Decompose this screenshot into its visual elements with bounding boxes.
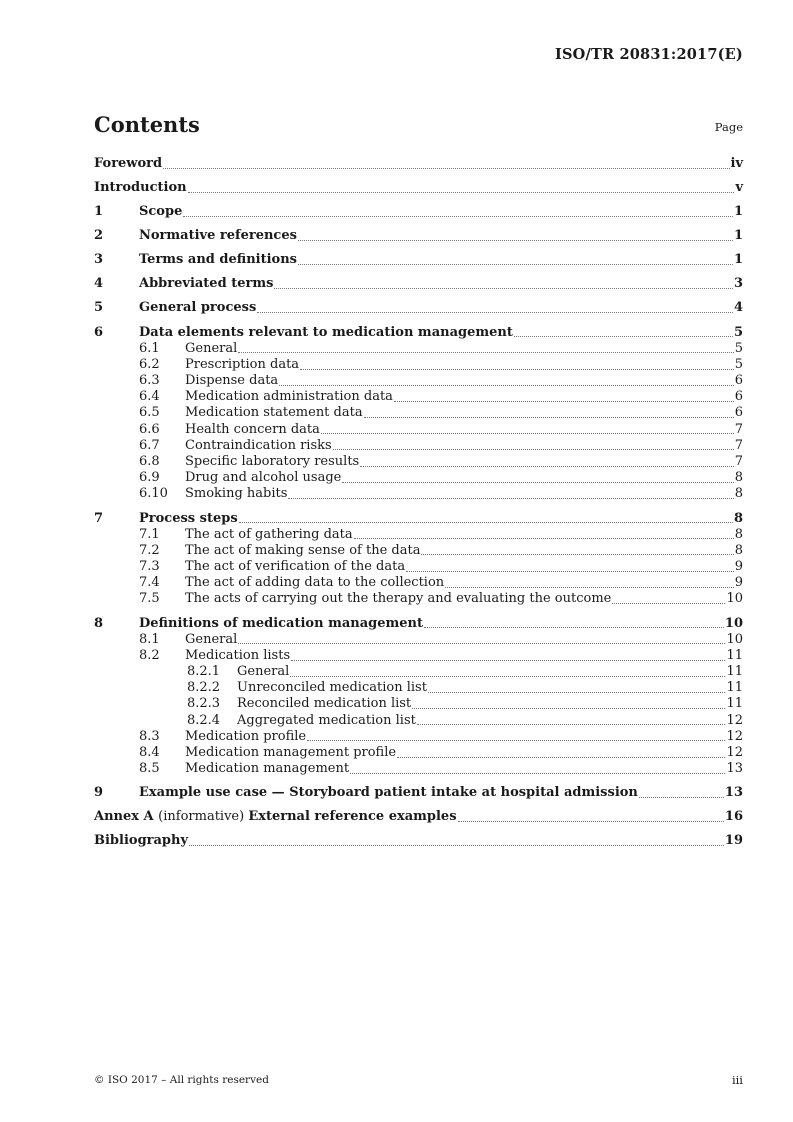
- dot-leader: [417, 713, 726, 726]
- dot-leader: [274, 276, 733, 289]
- toc-entry-page: 1: [733, 252, 743, 268]
- toc-entry-page: 6: [734, 373, 743, 389]
- toc-entry-number: 6.9: [139, 470, 160, 486]
- toc-entry-number: 6: [94, 324, 104, 340]
- toc-entry[interactable]: [94, 833, 743, 849]
- copyright-footer: © ISO 2017 – All rights reserved: [94, 1074, 269, 1086]
- dot-leader: [397, 745, 725, 758]
- toc-entry[interactable]: [94, 559, 743, 575]
- toc-entry-title: Introduction: [94, 180, 187, 196]
- dot-leader: [421, 543, 733, 556]
- toc-entry-page: iv: [730, 156, 743, 171]
- toc-entry[interactable]: [94, 648, 743, 664]
- toc-entry-page: 11: [726, 696, 743, 712]
- toc-entry[interactable]: [94, 729, 743, 745]
- dot-leader: [406, 559, 734, 572]
- toc-entry[interactable]: [94, 438, 743, 454]
- toc-entry-title: Unreconciled medication list: [237, 680, 427, 696]
- dot-leader: [412, 696, 725, 709]
- toc-entry[interactable]: [94, 389, 743, 405]
- toc-entry-title: Example use case — Storyboard patient intake at hospital admission: [139, 785, 638, 801]
- toc-entry-number: 6.10: [139, 486, 168, 502]
- toc-entry-number: 5: [94, 300, 104, 316]
- toc-entry-page: 11: [726, 647, 743, 663]
- toc-entry-title: General: [185, 631, 238, 647]
- toc-entry-title: Specific laboratory results: [185, 454, 360, 470]
- toc-entry-page: 7: [734, 454, 743, 470]
- toc-entry[interactable]: [94, 575, 743, 591]
- table-of-contents: [94, 156, 743, 850]
- toc-entry[interactable]: [94, 616, 743, 632]
- toc-entry-number: 7.5: [139, 591, 160, 607]
- dot-leader: [354, 527, 734, 540]
- toc-entry-number: 7.1: [139, 526, 160, 542]
- toc-entry[interactable]: [94, 276, 743, 292]
- toc-entry-title: Dispense data: [185, 373, 279, 389]
- toc-entry-page: 12: [726, 712, 743, 728]
- toc-entry-number: 7.3: [139, 559, 160, 575]
- dot-leader: [189, 833, 724, 846]
- toc-entry-number: 7: [94, 510, 104, 526]
- toc-entry-number: 6.4: [139, 389, 160, 405]
- toc-entry-number: 2: [94, 228, 104, 244]
- toc-entry-page: 13: [726, 761, 743, 777]
- annex-annotation: (informative): [158, 809, 249, 825]
- toc-entry[interactable]: [94, 180, 743, 196]
- annex-label: Annex A: [94, 809, 159, 825]
- toc-entry[interactable]: [94, 785, 743, 801]
- document-id: ISO/TR 20831:2017(E): [555, 46, 743, 63]
- toc-entry-number: 6.8: [139, 454, 160, 470]
- dot-leader: [458, 809, 724, 822]
- dot-leader: [364, 405, 734, 418]
- toc-entry-title: The acts of carrying out the therapy and evaluating the outcome: [185, 591, 612, 607]
- toc-entry-title: Drug and alcohol usage: [185, 470, 342, 486]
- toc-entry-title: Medication statement data: [185, 405, 363, 421]
- contents-heading: Contents: [94, 112, 200, 137]
- toc-entry-number: 6.6: [139, 421, 160, 437]
- toc-entry-number: 1: [94, 204, 104, 220]
- toc-entry-number: 4: [94, 276, 104, 292]
- toc-entry-number: 6.7: [139, 437, 160, 453]
- toc-entry[interactable]: [94, 454, 743, 470]
- dot-leader: [239, 511, 733, 524]
- toc-entry-number: 6.5: [139, 405, 160, 421]
- toc-entry[interactable]: [94, 527, 743, 543]
- toc-entry-title: The act of making sense of the data: [185, 542, 421, 558]
- toc-entry-number: 8.2.4: [187, 712, 221, 728]
- annex-title: External reference examples: [248, 809, 457, 825]
- toc-entry-title: Medication administration data: [185, 389, 393, 405]
- toc-entry[interactable]: [94, 204, 743, 220]
- toc-entry[interactable]: [94, 543, 743, 559]
- toc-entry-title: Bibliography: [94, 833, 189, 849]
- toc-entry-title: General process: [139, 300, 257, 316]
- toc-entry-number: 8.4: [139, 745, 160, 761]
- contents-heading-row: [94, 112, 743, 140]
- toc-entry-page: 4: [733, 300, 743, 316]
- dot-leader: [298, 228, 733, 241]
- toc-entry-page: 5: [734, 340, 743, 356]
- dot-leader: [428, 680, 726, 693]
- page-column-label: Page: [714, 120, 743, 134]
- toc-entry-page: 12: [726, 728, 743, 744]
- toc-entry-title: The act of adding data to the collection: [185, 575, 445, 591]
- toc-entry-number: 8.2.2: [187, 680, 221, 696]
- toc-entry-title: Definitions of medication management: [139, 615, 423, 631]
- dot-leader: [300, 357, 734, 370]
- toc-entry-page: 8: [734, 486, 743, 502]
- toc-entry[interactable]: [94, 591, 743, 607]
- toc-entry-page: v: [735, 180, 743, 196]
- dot-leader: [279, 373, 734, 386]
- toc-entry[interactable]: [94, 405, 743, 421]
- toc-entry-page: 9: [734, 559, 743, 575]
- toc-entry[interactable]: [94, 470, 743, 486]
- toc-entry-title: Data elements relevant to medication management: [139, 324, 513, 340]
- toc-entry[interactable]: [94, 486, 743, 502]
- dot-leader: [514, 325, 733, 338]
- toc-entry-page: 1: [733, 204, 743, 220]
- toc-entry-title: Medication profile: [185, 728, 307, 744]
- toc-entry-title: Health concern data: [185, 421, 320, 437]
- dot-leader: [360, 454, 734, 467]
- toc-entry-page: 11: [726, 680, 743, 696]
- dot-leader: [288, 486, 733, 499]
- toc-entry-number: 8.3: [139, 728, 160, 744]
- toc-entry-page: 11: [726, 664, 743, 680]
- toc-entry-number: 8: [94, 615, 104, 631]
- dot-leader: [612, 591, 725, 604]
- dot-leader: [321, 422, 734, 435]
- toc-entry-title: The act of verification of the data: [185, 559, 406, 575]
- dot-leader: [333, 438, 734, 451]
- toc-entry-title: Terms and definitions: [139, 252, 297, 268]
- toc-entry-page: 16: [724, 809, 743, 825]
- toc-entry-title: Medication management profile: [185, 745, 397, 761]
- toc-entry-number: 3: [94, 252, 104, 268]
- toc-entry[interactable]: [94, 680, 743, 696]
- toc-entry-number: 7.2: [139, 542, 160, 558]
- toc-entry-page: 9: [734, 575, 743, 591]
- dot-leader: [298, 252, 733, 265]
- toc-entry-title: Medication lists: [185, 647, 291, 663]
- toc-entry-number: 9: [94, 785, 104, 801]
- toc-entry-title: Scope: [139, 204, 183, 220]
- toc-entry-page: 13: [724, 785, 743, 801]
- toc-entry[interactable]: [94, 228, 743, 244]
- toc-entry[interactable]: [94, 341, 743, 357]
- toc-entry-page: 7: [734, 437, 743, 453]
- toc-entry[interactable]: [94, 325, 743, 341]
- toc-entry[interactable]: [94, 373, 743, 389]
- dot-leader: [290, 664, 725, 677]
- toc-entry-page: 5: [734, 356, 743, 372]
- toc-entry-page: 8: [734, 470, 743, 486]
- toc-entry[interactable]: [94, 156, 743, 172]
- toc-entry-number: 6.1: [139, 340, 160, 356]
- toc-entry[interactable]: [94, 713, 743, 729]
- toc-entry[interactable]: [94, 809, 743, 825]
- dot-leader: [291, 648, 725, 661]
- toc-entry-page: 10: [724, 615, 743, 631]
- toc-entry-number: 6.3: [139, 373, 160, 389]
- toc-entry-page: 8: [733, 510, 743, 526]
- dot-leader: [424, 616, 724, 629]
- toc-entry[interactable]: [94, 511, 743, 527]
- toc-entry[interactable]: [94, 422, 743, 438]
- toc-entry[interactable]: [94, 357, 743, 373]
- toc-entry-page: 3: [733, 276, 743, 292]
- dot-leader: [445, 575, 734, 588]
- toc-entry-title: Medication management: [185, 761, 350, 777]
- toc-entry[interactable]: [94, 761, 743, 777]
- toc-entry-number: 8.2: [139, 647, 160, 663]
- dot-leader: [238, 632, 725, 645]
- toc-entry-number: 7.4: [139, 575, 160, 591]
- toc-entry-title: Process steps: [139, 510, 238, 526]
- toc-entry-number: 8.5: [139, 761, 160, 777]
- toc-entry-page: 19: [724, 833, 743, 849]
- toc-entry-page: 7: [734, 421, 743, 437]
- toc-entry-page: 10: [726, 631, 743, 647]
- toc-entry[interactable]: [94, 632, 743, 648]
- toc-entry-page: 8: [734, 526, 743, 542]
- dot-leader: [257, 300, 733, 313]
- toc-entry[interactable]: [94, 300, 743, 316]
- toc-entry-page: 6: [734, 405, 743, 421]
- toc-entry-page: 12: [726, 745, 743, 761]
- toc-entry-number: 6.2: [139, 356, 160, 372]
- toc-entry-title: Smoking habits: [185, 486, 288, 502]
- toc-entry-page: 5: [733, 324, 743, 340]
- dot-leader: [183, 204, 733, 217]
- toc-entry-title: Foreword: [94, 156, 163, 171]
- toc-entry[interactable]: [94, 664, 743, 680]
- page-number: iii: [731, 1073, 743, 1087]
- toc-entry-title: [94, 809, 457, 825]
- toc-entry-title: Contraindication risks: [185, 437, 332, 453]
- dot-leader: [307, 729, 725, 742]
- dot-leader: [238, 341, 733, 354]
- dot-leader: [639, 785, 724, 798]
- toc-entry-title: General: [185, 340, 238, 356]
- toc-entry[interactable]: [94, 745, 743, 761]
- toc-entry-number: 8.2.3: [187, 696, 221, 712]
- toc-entry-page: 1: [733, 228, 743, 244]
- toc-entry-title: General: [237, 664, 290, 680]
- toc-entry-title: Normative references: [139, 228, 297, 244]
- toc-entry-title: The act of gathering data: [185, 526, 353, 542]
- dot-leader: [350, 761, 725, 774]
- toc-entry-title: Aggregated medication list: [237, 712, 416, 728]
- dot-leader: [188, 180, 735, 193]
- dot-leader: [394, 389, 734, 402]
- toc-entry-page: 10: [726, 591, 743, 607]
- toc-entry-title: Abbreviated terms: [139, 276, 274, 292]
- toc-entry-number: 8.2.1: [187, 664, 221, 680]
- toc-entry-page: 6: [734, 389, 743, 405]
- toc-entry-title: Reconciled medication list: [237, 696, 412, 712]
- toc-entry-title: Prescription data: [185, 356, 300, 372]
- dot-leader: [342, 470, 733, 483]
- toc-entry-number: 8.1: [139, 631, 160, 647]
- dot-leader: [163, 156, 729, 169]
- toc-entry[interactable]: [94, 252, 743, 268]
- toc-entry[interactable]: [94, 696, 743, 712]
- toc-entry-page: 8: [734, 542, 743, 558]
